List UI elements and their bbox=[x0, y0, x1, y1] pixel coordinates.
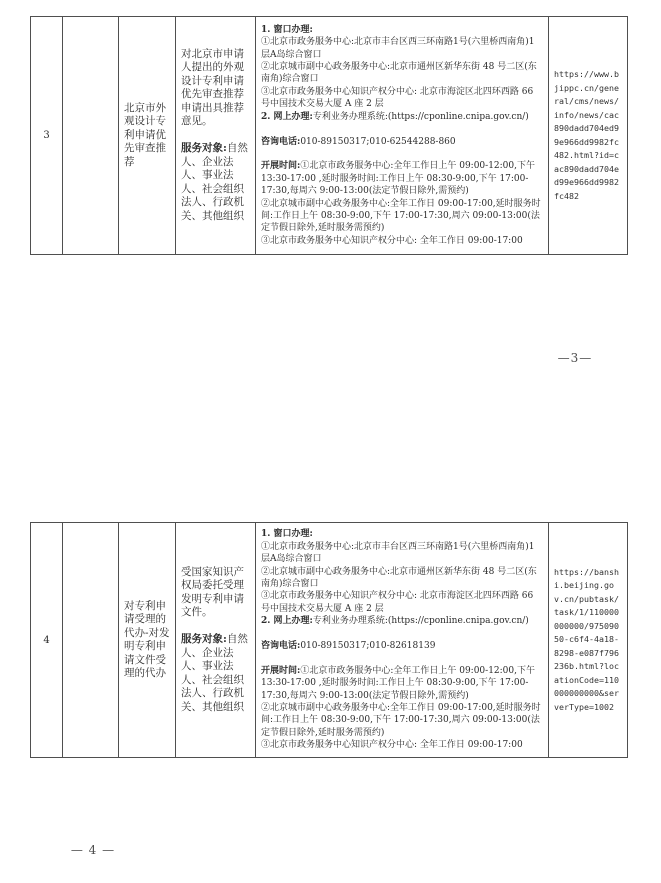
paragraph: 咨询电话:010-89150317;010-82618139 bbox=[261, 641, 436, 651]
service-table-page3 bbox=[30, 16, 628, 255]
paragraph bbox=[261, 123, 543, 135]
table-row bbox=[31, 523, 628, 758]
service-url-cell: https://www.bjippc.cn/general/cms/news/info/news/cac890dadd704ed99e966dd9982fc482.html?id=cac890dadd704ed99e966dd9982fc482 bbox=[549, 17, 628, 255]
paragraph: 2. 网上办理:专利业务办理系统:(https://cponline.cnipa.gov.cn/) bbox=[261, 616, 529, 627]
paragraph: ②北京城市副中心政务服务中心:全年工作日 09:00-17:00,延时服务时间:工作日上午 08:30-9:00,下午 17:00-17:30,周六 09:00-13:00(法定节假日除外,延时服务需预约) bbox=[261, 703, 541, 738]
table-row bbox=[31, 17, 628, 255]
paragraph: ③北京市政务服务中心知识产权分中心: 全年工作日 09:00-17:00 bbox=[261, 740, 523, 751]
paragraph bbox=[261, 628, 543, 640]
service-title-cell: 北京市外观设计专利申请优先审查推荐 bbox=[119, 17, 176, 255]
paragraph: 对北京市申请人提出的外观设计专利申请优先审查推荐申请出具推荐意见。 bbox=[181, 47, 244, 128]
paragraph: ①北京市政务服务中心:北京市丰台区西三环南路1号(六里桥西南角)1层A岛综合窗口 bbox=[261, 37, 535, 60]
empty-cell bbox=[63, 17, 119, 255]
service-description-cell bbox=[176, 523, 256, 758]
paragraph: ③北京市政务服务中心知识产权分中心: 北京市海淀区北四环西路 66 号中国技术交易大厦 A 座 2 层 bbox=[261, 591, 534, 614]
service-details-cell bbox=[256, 523, 549, 758]
paragraph: ②北京城市副中心政务服务中心:北京市通州区新华东街 48 号二区(东南角)综合窗口 bbox=[261, 62, 537, 85]
row-number-cell: 4 bbox=[31, 523, 63, 758]
service-title-cell: 对专利申请受理的代办-对发明专利申请文件受理的代办 bbox=[119, 523, 176, 758]
paragraph: 开展时间:①北京市政务服务中心:全年工作日上午 09:00-12:00,下午 13:30-17:00 ,延时服务时间:工作日上午 08:30-9:00,下午 17:00-17:30,每周六 9:00-13:00(法定节假日除外,需预约) bbox=[261, 665, 535, 701]
paragraph: 受国家知识产权局委托受理发明专利申请文件。 bbox=[181, 565, 244, 619]
paragraph: ②北京城市副中心政务服务中心:北京市通州区新华东街 48 号二区(东南角)综合窗口 bbox=[261, 566, 537, 589]
empty-cell bbox=[63, 523, 119, 758]
paragraph: ③北京市政务服务中心知识产权分中心: 北京市海淀区北四环西路 66 号中国技术交易大厦 A 座 2 层 bbox=[261, 86, 534, 110]
paragraph: 服务对象:自然人、企业法人、事业法人、社会组织法人、行政机关、其他组织 bbox=[181, 142, 248, 222]
paragraph: ③北京市政务服务中心知识产权分中心: 全年工作日 09:00-17:00 bbox=[261, 235, 523, 246]
paragraph bbox=[261, 652, 543, 664]
paragraph: 1. 窗口办理: bbox=[261, 529, 313, 540]
service-description-cell bbox=[176, 17, 256, 255]
service-details-cell bbox=[256, 17, 549, 255]
paragraph: 开展时间:①北京市政务服务中心:全年工作日上午 09:00-12:00,下午 13:30-17:00 ,延时服务时间:工作日上午 08:30-9:00,下午 17:00-17:30,每周六 9:00-13:00(法定节假日除外,需预约) bbox=[261, 161, 535, 197]
service-url-cell: https://banshi.beijing.gov.cn/pubtask/task/1/110000000000/97509050-c6f4-4a18-8298-e087f796236b.html?locationCode=110000000000&serverType=1002 bbox=[549, 523, 628, 758]
paragraph: ②北京城市副中心政务服务中心:全年工作日 09:00-17:00,延时服务时间:工作日上午 08:30-9:00,下午 17:00-17:30,周六 09:00-13:00(法定节假日除外,延时服务需预约) bbox=[261, 198, 541, 234]
row-number-cell: 3 bbox=[31, 17, 63, 255]
service-table-page4 bbox=[30, 522, 628, 758]
paragraph: 2. 网上办理:专利业务办理系统:(https://cponline.cnipa.gov.cn/) bbox=[261, 111, 529, 122]
paragraph: 咨询电话:010-89150317;010-62544288-860 bbox=[261, 136, 456, 147]
paragraph: 服务对象:自然人、企业法人、事业法人、社会组织法人、行政机关、其他组织 bbox=[181, 633, 248, 713]
paragraph bbox=[261, 148, 543, 160]
paragraph bbox=[181, 129, 250, 143]
page-number-3: —3— bbox=[557, 351, 593, 365]
page-number-4: — 4 — bbox=[70, 843, 116, 857]
paragraph: ①北京市政务服务中心:北京市丰台区西三环南路1号(六里桥西南角)1层A岛综合窗口 bbox=[261, 541, 535, 565]
paragraph bbox=[181, 620, 250, 634]
paragraph: 1. 窗口办理: bbox=[261, 24, 313, 35]
